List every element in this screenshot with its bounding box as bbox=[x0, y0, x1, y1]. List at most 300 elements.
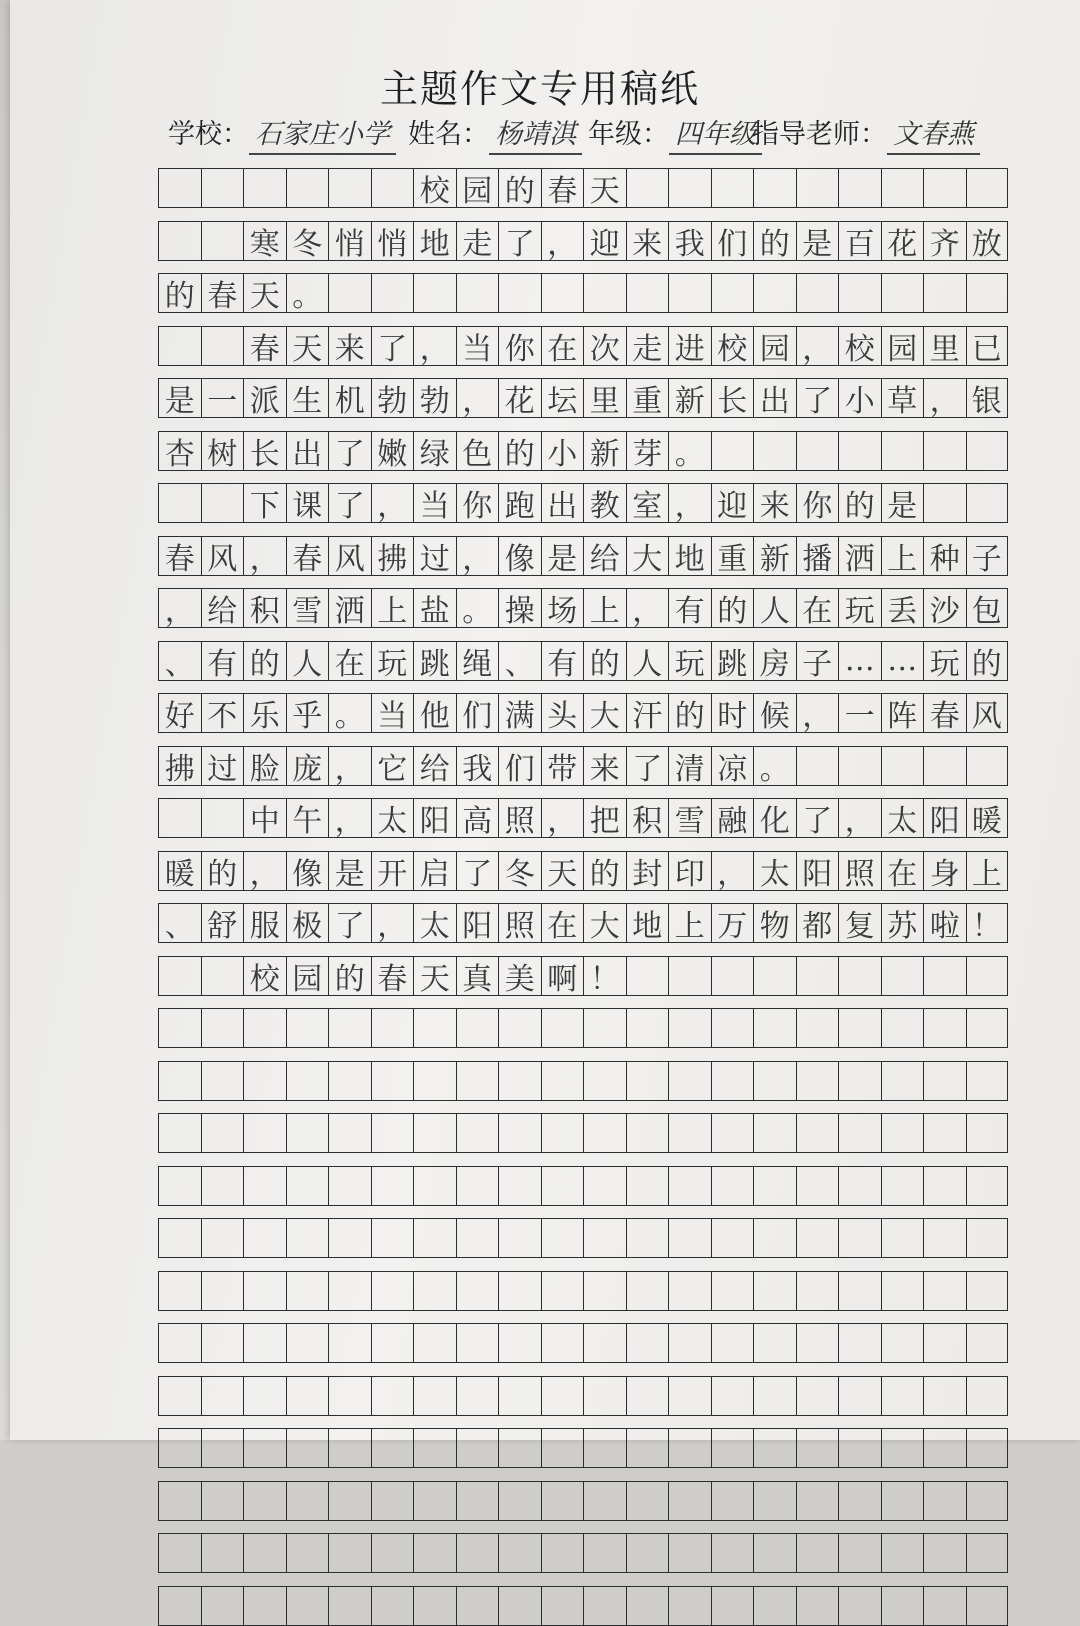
grid-cell bbox=[413, 1323, 456, 1363]
grid-cell: 脸 bbox=[243, 746, 286, 786]
grid-cell bbox=[413, 1271, 456, 1311]
grid-cell: 地 bbox=[413, 221, 456, 261]
grid-cell: 风 bbox=[966, 693, 1009, 733]
grid-cell bbox=[796, 1271, 839, 1311]
grid-cell: 物 bbox=[753, 903, 796, 943]
grid-cell: 小 bbox=[838, 378, 881, 418]
grid-cell: ， bbox=[711, 851, 754, 891]
grid-cell bbox=[286, 1061, 329, 1101]
grid-cell bbox=[711, 1008, 754, 1048]
grid-cell: 在 bbox=[328, 641, 371, 681]
grid-cell bbox=[541, 1481, 584, 1521]
grid-cell bbox=[626, 1166, 669, 1206]
grid-cell: 春 bbox=[286, 536, 329, 576]
grid-cell bbox=[923, 1586, 966, 1626]
grid-cell bbox=[966, 1218, 1009, 1258]
grid-cell bbox=[838, 1113, 881, 1153]
grid-cell bbox=[753, 1481, 796, 1521]
grid-cell bbox=[286, 1323, 329, 1363]
grid-cell bbox=[923, 1166, 966, 1206]
grid-cell: 舒 bbox=[201, 903, 244, 943]
grid-cell: 上 bbox=[668, 903, 711, 943]
grid-cell: 的 bbox=[328, 956, 371, 996]
grid-cell bbox=[498, 1323, 541, 1363]
grid-cell: 校 bbox=[838, 326, 881, 366]
grid-cell: 新 bbox=[583, 431, 626, 471]
grid-cell bbox=[668, 1113, 711, 1153]
grid-cell bbox=[668, 273, 711, 313]
grid-cell bbox=[923, 1481, 966, 1521]
grid-cell bbox=[328, 1428, 371, 1468]
grid-cell bbox=[286, 1586, 329, 1626]
grid-cell bbox=[838, 168, 881, 208]
grid-row bbox=[158, 378, 1008, 418]
grid-cell: 乐 bbox=[243, 693, 286, 733]
grid-cell: ， bbox=[456, 378, 499, 418]
grid-cell: 你 bbox=[498, 326, 541, 366]
grid-cell: 中 bbox=[243, 798, 286, 838]
grid-cell bbox=[371, 1218, 414, 1258]
grid-cell bbox=[158, 1061, 201, 1101]
grid-cell: 来 bbox=[583, 746, 626, 786]
grid-cell bbox=[966, 1586, 1009, 1626]
grid-cell: 上 bbox=[583, 588, 626, 628]
grid-cell bbox=[243, 1061, 286, 1101]
grid-cell bbox=[626, 1218, 669, 1258]
teacher-label: 指导老师： bbox=[752, 119, 887, 150]
grid-cell bbox=[498, 1008, 541, 1048]
grid-cell bbox=[243, 1481, 286, 1521]
grid-cell bbox=[923, 1323, 966, 1363]
grid-cell: 们 bbox=[711, 221, 754, 261]
grid-row bbox=[158, 1481, 1008, 1521]
grid-cell bbox=[583, 1376, 626, 1416]
grid-cell: 是 bbox=[158, 378, 201, 418]
grid-cell bbox=[966, 1428, 1009, 1468]
grid-cell bbox=[838, 1376, 881, 1416]
grid-cell bbox=[881, 1218, 924, 1258]
grid-cell: 重 bbox=[711, 536, 754, 576]
grid-cell: 春 bbox=[158, 536, 201, 576]
grid-cell bbox=[838, 1271, 881, 1311]
grid-cell bbox=[838, 1481, 881, 1521]
grid-cell bbox=[753, 1428, 796, 1468]
grid-cell: 乎 bbox=[286, 693, 329, 733]
grid-cell bbox=[796, 1323, 839, 1363]
grid-cell: 高 bbox=[456, 798, 499, 838]
grid-cell bbox=[286, 1218, 329, 1258]
grid-cell: 当 bbox=[413, 483, 456, 523]
grid-cell bbox=[626, 956, 669, 996]
grid-cell bbox=[966, 1061, 1009, 1101]
grid-cell bbox=[838, 956, 881, 996]
grid-cell bbox=[243, 1586, 286, 1626]
grid-cell bbox=[753, 1376, 796, 1416]
grid-cell: 封 bbox=[626, 851, 669, 891]
grid-cell: ， bbox=[456, 536, 499, 576]
grid-cell: 机 bbox=[328, 378, 371, 418]
grid-cell: 天 bbox=[286, 326, 329, 366]
grid-cell bbox=[498, 1166, 541, 1206]
grid-cell: 杏 bbox=[158, 431, 201, 471]
grid-cell bbox=[498, 1113, 541, 1153]
grid-cell bbox=[371, 1166, 414, 1206]
grid-cell: 带 bbox=[541, 746, 584, 786]
grid-cell: 积 bbox=[626, 798, 669, 838]
grid-cell bbox=[456, 1166, 499, 1206]
grid-cell: 悄 bbox=[371, 221, 414, 261]
grid-cell bbox=[668, 956, 711, 996]
grid-cell: 出 bbox=[541, 483, 584, 523]
grid-cell: 天 bbox=[413, 956, 456, 996]
grid-cell bbox=[201, 798, 244, 838]
grid-cell: ， bbox=[796, 693, 839, 733]
grid-cell: 啊 bbox=[541, 956, 584, 996]
grid-cell: 子 bbox=[966, 536, 1009, 576]
grid-cell bbox=[753, 1323, 796, 1363]
grid-cell: 子 bbox=[796, 641, 839, 681]
grid-cell: 生 bbox=[286, 378, 329, 418]
grid-cell: 跑 bbox=[498, 483, 541, 523]
grid-cell bbox=[456, 1061, 499, 1101]
grid-cell bbox=[541, 1166, 584, 1206]
grid-cell bbox=[158, 1533, 201, 1573]
grid-row bbox=[158, 1218, 1008, 1258]
grid-cell bbox=[371, 1323, 414, 1363]
grid-cell bbox=[711, 1428, 754, 1468]
grid-cell bbox=[456, 1428, 499, 1468]
grid-cell: 复 bbox=[838, 903, 881, 943]
grid-cell bbox=[328, 1166, 371, 1206]
grid-cell bbox=[796, 1586, 839, 1626]
grid-cell bbox=[456, 1533, 499, 1573]
grid-cell bbox=[711, 431, 754, 471]
grid-cell bbox=[583, 1061, 626, 1101]
grid-cell bbox=[371, 1061, 414, 1101]
grid-cell: 春 bbox=[371, 956, 414, 996]
grid-cell bbox=[668, 1323, 711, 1363]
grid-cell: ， bbox=[668, 483, 711, 523]
grid-cell bbox=[668, 168, 711, 208]
grid-cell: 百 bbox=[838, 221, 881, 261]
grid-cell bbox=[753, 1113, 796, 1153]
grid-cell: ， bbox=[243, 536, 286, 576]
grid-cell bbox=[158, 483, 201, 523]
grid-cell: 人 bbox=[626, 641, 669, 681]
grid-cell: 太 bbox=[413, 903, 456, 943]
grid-cell bbox=[201, 1428, 244, 1468]
grid-cell bbox=[328, 1323, 371, 1363]
grid-cell: 齐 bbox=[923, 221, 966, 261]
grid-cell bbox=[243, 1428, 286, 1468]
grid-cell: 天 bbox=[243, 273, 286, 313]
grid-cell bbox=[923, 431, 966, 471]
grid-cell: 阳 bbox=[413, 798, 456, 838]
grid-cell bbox=[668, 1428, 711, 1468]
grid-cell: 上 bbox=[966, 851, 1009, 891]
grid-cell: 有 bbox=[541, 641, 584, 681]
grid-cell bbox=[966, 431, 1009, 471]
grid-cell: 在 bbox=[881, 851, 924, 891]
grid-cell bbox=[541, 1218, 584, 1258]
grid-cell: 重 bbox=[626, 378, 669, 418]
school-label: 学校： bbox=[168, 119, 249, 150]
grid-cell bbox=[626, 168, 669, 208]
grid-row bbox=[158, 431, 1008, 471]
grid-cell bbox=[881, 168, 924, 208]
grid-cell bbox=[583, 1428, 626, 1468]
grid-cell: 场 bbox=[541, 588, 584, 628]
grid-cell: ， bbox=[158, 588, 201, 628]
grid-cell: 雪 bbox=[286, 588, 329, 628]
grid-cell bbox=[923, 956, 966, 996]
grid-cell: 校 bbox=[243, 956, 286, 996]
grid-cell bbox=[753, 273, 796, 313]
grid-cell: 走 bbox=[626, 326, 669, 366]
teacher-field bbox=[752, 112, 980, 156]
grid-cell: 的 bbox=[498, 168, 541, 208]
grid-cell: 新 bbox=[668, 378, 711, 418]
grid-cell: 都 bbox=[796, 903, 839, 943]
grid-cell: 像 bbox=[286, 851, 329, 891]
grid-cell: 地 bbox=[668, 536, 711, 576]
grid-cell: ！ bbox=[583, 956, 626, 996]
grid-cell: 了 bbox=[498, 221, 541, 261]
grid-cell: 来 bbox=[626, 221, 669, 261]
grid-cell bbox=[371, 1376, 414, 1416]
grid-cell bbox=[711, 956, 754, 996]
grid-cell bbox=[286, 1271, 329, 1311]
grid-row bbox=[158, 588, 1008, 628]
grid-cell bbox=[838, 1428, 881, 1468]
grid-cell: 春 bbox=[923, 693, 966, 733]
grid-cell bbox=[626, 1113, 669, 1153]
grid-cell: 寒 bbox=[243, 221, 286, 261]
grid-cell: 迎 bbox=[583, 221, 626, 261]
grid-cell bbox=[881, 1061, 924, 1101]
grid-cell: 他 bbox=[413, 693, 456, 733]
grid-cell bbox=[626, 1481, 669, 1521]
grid-cell: 。 bbox=[328, 693, 371, 733]
grid-cell bbox=[286, 1166, 329, 1206]
grid-cell bbox=[371, 1586, 414, 1626]
grid-cell bbox=[711, 1323, 754, 1363]
grid-cell bbox=[796, 746, 839, 786]
grid-cell bbox=[881, 1481, 924, 1521]
grid-cell: 是 bbox=[796, 221, 839, 261]
grid-cell: 跳 bbox=[413, 641, 456, 681]
grid-cell bbox=[966, 483, 1009, 523]
grid-cell: 了 bbox=[328, 431, 371, 471]
grid-cell bbox=[668, 1008, 711, 1048]
grid-row bbox=[158, 168, 1008, 208]
grid-cell: 候 bbox=[753, 693, 796, 733]
grid-cell bbox=[201, 1323, 244, 1363]
grid-cell bbox=[456, 1323, 499, 1363]
grid-cell bbox=[626, 1323, 669, 1363]
grid-cell bbox=[881, 1376, 924, 1416]
grid-cell bbox=[413, 1166, 456, 1206]
grid-cell bbox=[796, 273, 839, 313]
school-field bbox=[168, 112, 396, 156]
grid-cell: 冬 bbox=[498, 851, 541, 891]
grid-cell bbox=[626, 273, 669, 313]
grid-cell: 们 bbox=[498, 746, 541, 786]
grid-cell bbox=[158, 1323, 201, 1363]
grid-cell bbox=[626, 1376, 669, 1416]
grid-row bbox=[158, 1586, 1008, 1626]
grid-cell bbox=[626, 1533, 669, 1573]
grid-cell: 玩 bbox=[668, 641, 711, 681]
grid-cell bbox=[286, 1113, 329, 1153]
grid-cell bbox=[966, 1481, 1009, 1521]
grid-cell: 雪 bbox=[668, 798, 711, 838]
grid-cell bbox=[838, 1008, 881, 1048]
grid-cell bbox=[201, 1218, 244, 1258]
grid-cell bbox=[796, 1428, 839, 1468]
grid-cell: ， bbox=[371, 483, 414, 523]
grid-cell bbox=[838, 1061, 881, 1101]
grid-cell: 玩 bbox=[838, 588, 881, 628]
grid-cell bbox=[583, 1533, 626, 1573]
grid-cell bbox=[838, 431, 881, 471]
grid-cell: 迎 bbox=[711, 483, 754, 523]
grid-cell bbox=[923, 168, 966, 208]
grid-cell: 头 bbox=[541, 693, 584, 733]
grid-cell: ， bbox=[328, 746, 371, 786]
grid-cell bbox=[456, 1218, 499, 1258]
grid-cell: 房 bbox=[753, 641, 796, 681]
grid-cell: 的 bbox=[583, 851, 626, 891]
grid-cell bbox=[966, 1271, 1009, 1311]
grid-cell: 积 bbox=[243, 588, 286, 628]
grid-cell: 满 bbox=[498, 693, 541, 733]
grid-cell bbox=[881, 1533, 924, 1573]
grid-cell bbox=[881, 1166, 924, 1206]
grid-cell bbox=[753, 1218, 796, 1258]
grid-cell: ， bbox=[371, 903, 414, 943]
grid-cell bbox=[796, 1166, 839, 1206]
school-value: 石家庄小学 bbox=[249, 112, 396, 155]
grid-cell bbox=[201, 1586, 244, 1626]
grid-cell bbox=[753, 1166, 796, 1206]
grid-cell: 是 bbox=[541, 536, 584, 576]
grid-cell bbox=[371, 1271, 414, 1311]
grid-cell bbox=[966, 1533, 1009, 1573]
grid-cell bbox=[838, 1533, 881, 1573]
grid-cell bbox=[753, 1008, 796, 1048]
grid-cell bbox=[158, 221, 201, 261]
grid-cell bbox=[711, 1586, 754, 1626]
grid-cell bbox=[966, 746, 1009, 786]
grid-cell: 阳 bbox=[923, 798, 966, 838]
grid-cell: 照 bbox=[498, 903, 541, 943]
grid-cell bbox=[158, 1166, 201, 1206]
grid-cell bbox=[158, 1113, 201, 1153]
grid-row bbox=[158, 903, 1008, 943]
grid-cell: 风 bbox=[328, 536, 371, 576]
grid-cell bbox=[796, 1113, 839, 1153]
grid-cell: 们 bbox=[456, 693, 499, 733]
grid-cell: 它 bbox=[371, 746, 414, 786]
grid-cell bbox=[201, 1376, 244, 1416]
grid-cell bbox=[923, 1061, 966, 1101]
grid-cell bbox=[243, 168, 286, 208]
grid-cell bbox=[796, 1481, 839, 1521]
grid-cell bbox=[583, 1323, 626, 1363]
grid-cell bbox=[201, 1271, 244, 1311]
grid-cell bbox=[158, 1008, 201, 1048]
grid-cell: ， bbox=[541, 221, 584, 261]
grid-cell bbox=[541, 1428, 584, 1468]
grid-cell bbox=[413, 1533, 456, 1573]
grid-cell bbox=[753, 956, 796, 996]
grid-cell bbox=[711, 1481, 754, 1521]
grid-cell bbox=[881, 1113, 924, 1153]
grid-cell: 开 bbox=[371, 851, 414, 891]
grid-cell bbox=[711, 1376, 754, 1416]
grid-cell: 阳 bbox=[796, 851, 839, 891]
grid-cell: 大 bbox=[583, 903, 626, 943]
grid-cell bbox=[201, 168, 244, 208]
grid-cell: 上 bbox=[881, 536, 924, 576]
grid-cell bbox=[838, 273, 881, 313]
grid-cell: 次 bbox=[583, 326, 626, 366]
grid-cell: 悄 bbox=[328, 221, 371, 261]
grid-cell bbox=[668, 1061, 711, 1101]
grid-cell bbox=[201, 1061, 244, 1101]
grid-cell bbox=[413, 273, 456, 313]
grid-cell: 暖 bbox=[158, 851, 201, 891]
grid-cell bbox=[541, 1008, 584, 1048]
grid-cell bbox=[371, 1113, 414, 1153]
grid-cell: 化 bbox=[753, 798, 796, 838]
grid-cell bbox=[796, 1376, 839, 1416]
grid-cell bbox=[158, 1428, 201, 1468]
grid-cell bbox=[158, 168, 201, 208]
grid-cell: 冬 bbox=[286, 221, 329, 261]
grid-cell: 的 bbox=[838, 483, 881, 523]
grid-cell: 的 bbox=[158, 273, 201, 313]
grid-cell: 园 bbox=[881, 326, 924, 366]
grid-cell: ， bbox=[541, 798, 584, 838]
grid-cell bbox=[328, 1586, 371, 1626]
grid-cell bbox=[923, 1428, 966, 1468]
grid-cell: 教 bbox=[583, 483, 626, 523]
grid-row bbox=[158, 1271, 1008, 1311]
grid-cell: 沙 bbox=[923, 588, 966, 628]
grid-cell: 太 bbox=[881, 798, 924, 838]
grid-cell: 芽 bbox=[626, 431, 669, 471]
grid-cell: 不 bbox=[201, 693, 244, 733]
grid-cell bbox=[583, 1218, 626, 1258]
grid-cell bbox=[371, 1533, 414, 1573]
grid-cell: ， bbox=[626, 588, 669, 628]
grid-cell bbox=[626, 1061, 669, 1101]
grid-cell bbox=[626, 1008, 669, 1048]
grid-cell bbox=[201, 221, 244, 261]
grid-cell: 了 bbox=[796, 378, 839, 418]
grid-row bbox=[158, 851, 1008, 891]
grid-cell bbox=[243, 1271, 286, 1311]
grid-cell bbox=[498, 1271, 541, 1311]
name-label: 姓名： bbox=[408, 119, 489, 150]
grid-cell bbox=[541, 1323, 584, 1363]
grid-cell: 。 bbox=[753, 746, 796, 786]
grid-cell bbox=[583, 1113, 626, 1153]
grid-cell: 过 bbox=[201, 746, 244, 786]
grid-cell bbox=[413, 1586, 456, 1626]
